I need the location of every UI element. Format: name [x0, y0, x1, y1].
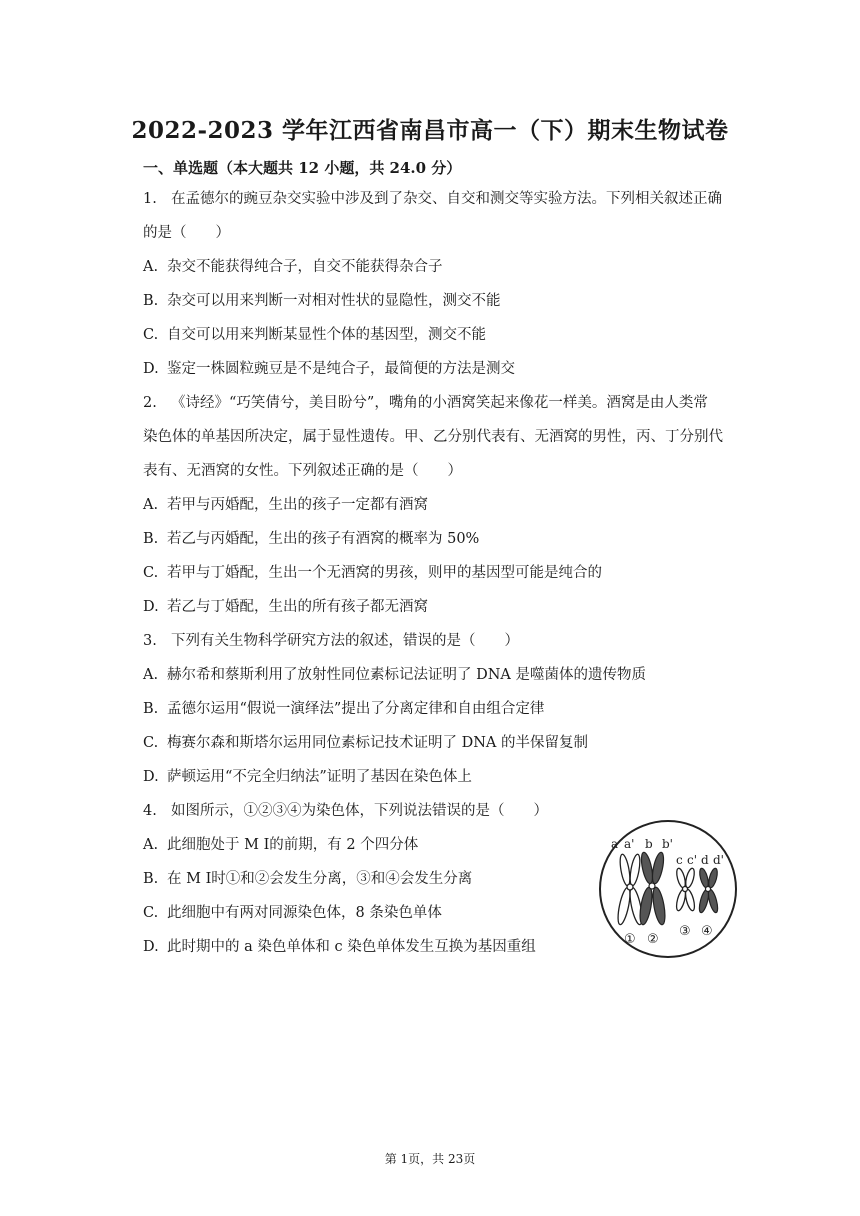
question-2-option-b: B. 若乙与丙婚配，生出的孩子有酒窝的概率为 50%: [143, 531, 480, 547]
question-3-option-c: C. 梅赛尔森和斯塔尔运用同位素标记技术证明了 DNA 的半保留复制: [143, 735, 589, 751]
question-1-option-b: B. 杂交可以用来判断一对相对性状的显隐性，测交不能: [143, 293, 501, 309]
section-heading: 一、单选题（本大题共 12 小题，共 24.0 分）: [143, 159, 462, 177]
question-4-stem-line-1: 4. 如图所示，①②③④为染色体，下列说法错误的是（ ）: [143, 803, 548, 819]
question-4-option-d: D. 此时期中的 a 染色单体和 c 染色单体发生互换为基因重组: [143, 939, 536, 955]
question-1-stem-line-1: 1. 在孟德尔的豌豆杂交实验中涉及到了杂交、自交和测交等实验方法。下列相关叙述正确: [143, 191, 722, 207]
chromatid-label-d: d: [701, 853, 709, 867]
question-1-option-c: C. 自交可以用来判断某显性个体的基因型，测交不能: [143, 327, 486, 343]
page-title: 2022-2023 学年江西省南昌市高一（下）期末生物试卷: [131, 117, 729, 144]
chromatid-label-a-prime: a': [624, 837, 635, 851]
question-4-option-b: B. 在 M Ⅰ时①和②会发生分离，③和④会发生分离: [143, 871, 473, 887]
question-2-number: 2.: [143, 395, 157, 411]
question-1-stem-line-2: 的是（ ）: [143, 225, 230, 241]
question-2-option-a: A. 若甲与丙婚配，生出的孩子一定都有酒窝: [143, 497, 428, 513]
question-4-option-c: C. 此细胞中有两对同源染色体，8 条染色单体: [143, 905, 442, 921]
question-4-option-a: A. 此细胞处于 M Ⅰ的前期，有 2 个四分体: [143, 837, 419, 853]
page-footer: 第 1页，共 23页: [384, 1152, 476, 1166]
question-2-stem-line-1: 2. 《诗经》“巧笑倩兮，美目盼兮”，嘴角的小酒窝笑起来像花一样美。酒窝是由人类常: [143, 395, 708, 411]
chromatid-label-c-prime: c': [687, 853, 698, 867]
cell-chromosome-figure: [597, 818, 739, 960]
chromosome-label-2: ②: [647, 932, 659, 947]
question-2-option-d: D. 若乙与丁婚配，生出的所有孩子都无酒窝: [143, 599, 428, 615]
chromosome-label-1: ①: [624, 932, 636, 947]
question-4-number: 4.: [143, 803, 157, 819]
question-1-option-d: D. 鉴定一株圆粒豌豆是不是纯合子，最简便的方法是测交: [143, 361, 515, 377]
chromosome-label-3: ③: [679, 924, 691, 939]
chromosome-label-4: ④: [701, 924, 713, 939]
chromatid-label-c: c: [676, 853, 683, 867]
question-3-number: 3.: [143, 633, 157, 649]
question-2-option-c: C. 若甲与丁婚配，生出一个无酒窝的男孩，则甲的基因型可能是纯合的: [143, 565, 602, 581]
question-1-option-a: A. 杂交不能获得纯合子，自交不能获得杂合子: [143, 259, 443, 275]
question-3-option-d: D. 萨顿运用“不完全归纳法”证明了基因在染色体上: [143, 769, 472, 785]
chromatid-label-d-prime: d': [713, 853, 724, 867]
chromatid-label-a: a: [611, 837, 619, 851]
question-2-stem-line-2: 染色体的单基因所决定，属于显性遗传。甲、乙分别代表有、无酒窝的男性，丙、丁分别代: [143, 429, 723, 445]
question-1-number: 1.: [143, 191, 157, 207]
question-2-stem-line-3: 表有、无酒窝的女性。下列叙述正确的是（ ）: [143, 463, 462, 479]
question-3-option-a: A. 赫尔希和蔡斯利用了放射性同位素标记法证明了 DNA 是噬菌体的遗传物质: [143, 667, 646, 683]
chromatid-label-b: b: [645, 837, 653, 851]
chromatid-label-b-prime: b': [662, 837, 673, 851]
question-3-option-b: B. 孟德尔运用“假说一演绎法”提出了分离定律和自由组合定律: [143, 701, 545, 717]
question-3-stem-line-1: 3. 下列有关生物科学研究方法的叙述，错误的是（ ）: [143, 633, 519, 649]
